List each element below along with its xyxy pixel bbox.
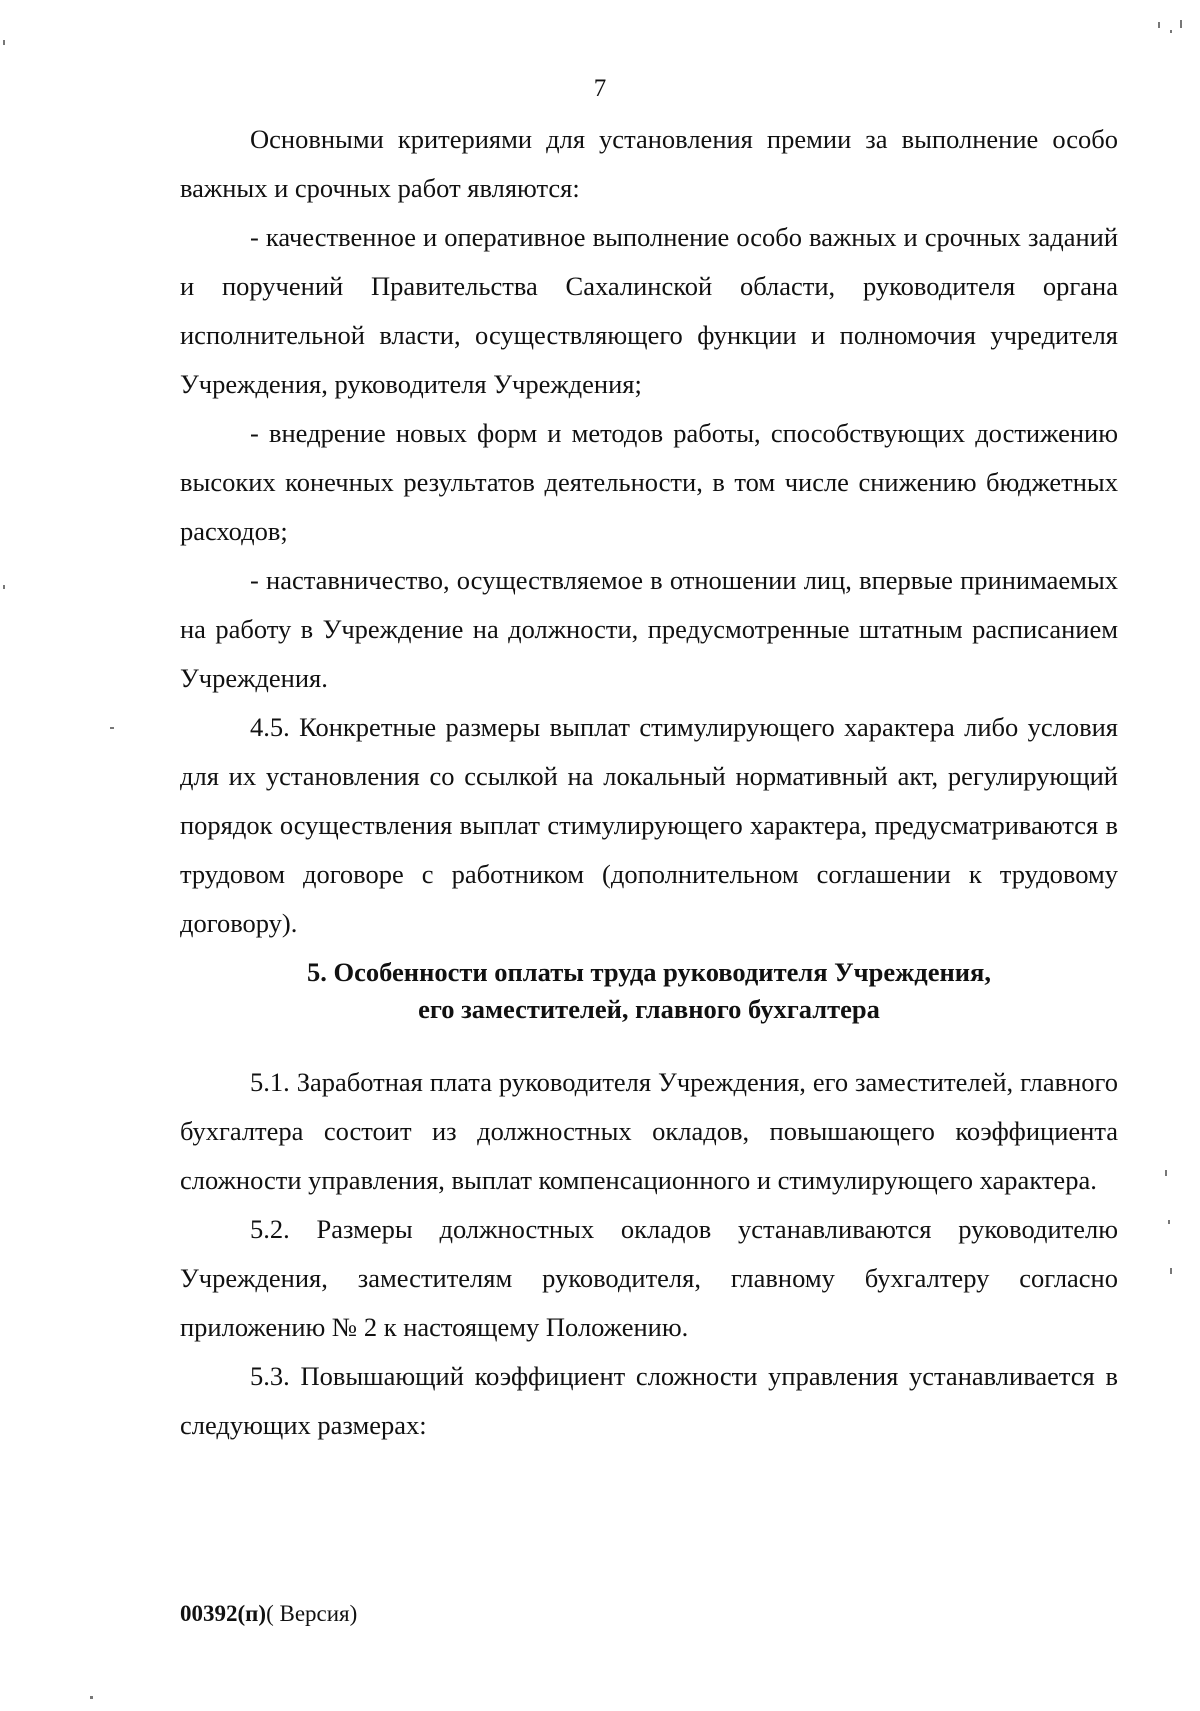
document-body (180, 115, 1118, 1450)
clause-4-5-paragraph: 4.5. Конкретные размеры выплат стимулирующего характера либо условия для их установления со ссылкой на локальный нормативный акт, регулирующий порядок осуществления выплат стимулирующего характера, предусматриваются в трудовом договоре с работником (дополнительном соглашении к трудовому договору). (180, 712, 1118, 938)
section-5-heading (180, 954, 1118, 1028)
section-5-heading-line1: 5. Особенности оплаты труда руководителя Учреждения, (307, 957, 991, 987)
scan-speck (3, 585, 5, 589)
clause-5-2-paragraph: 5.2. Размеры должностных окладов устанавливаются руководителю Учреждения, заместителям руководителя, главному бухгалтеру согласно приложению № 2 к настоящему Положению. (180, 1214, 1118, 1342)
scan-speck (110, 727, 114, 729)
clause-5-3-paragraph: 5.3. Повышающий коэффициент сложности управления устанавливается в следующих размерах: (180, 1361, 1118, 1440)
scan-speck (3, 40, 5, 45)
scan-speck (1170, 30, 1172, 33)
scan-speck (1165, 1170, 1167, 1176)
section-5-heading-line2: его заместителей, главного бухгалтера (418, 994, 880, 1024)
criteria-item-quality: - качественное и оперативное выполнение особо важных и срочных заданий и поручений Правительства Сахалинской области, руководителя органа исполнительной власти, осуществляющего функции и полномочия учредителя Учреждения, руководителя Учреждения; (180, 222, 1118, 399)
clause-5-1-paragraph: 5.1. Заработная плата руководителя Учреждения, его заместителей, главного бухгалтера состоит из должностных окладов, повышающего коэффициента сложности управления, выплат компенсационного и стимулирующего характера. (180, 1067, 1118, 1195)
document-code: 00392(п) (180, 1601, 267, 1626)
scan-speck (1180, 20, 1182, 28)
criteria-item-mentoring: - наставничество, осуществляемое в отношении лиц, впервые принимаемых на работу в Учреждение на должности, предусмотренные штатным расписанием Учреждения. (180, 565, 1118, 693)
document-version: ( Версия) (266, 1601, 358, 1626)
page-number: 7 (593, 75, 607, 102)
document-footer (180, 1600, 357, 1628)
scan-speck (90, 1696, 93, 1699)
criteria-item-new-methods: - внедрение новых форм и методов работы, способствующих достижению высоких конечных результатов деятельности, в том числе снижению бюджетных расходов; (180, 418, 1118, 546)
scan-speck (1170, 1268, 1172, 1274)
criteria-intro-paragraph: Основными критериями для установления премии за выполнение особо важных и срочных работ являются: (180, 124, 1118, 203)
scan-speck (1168, 1220, 1170, 1224)
scan-speck (1158, 22, 1160, 28)
